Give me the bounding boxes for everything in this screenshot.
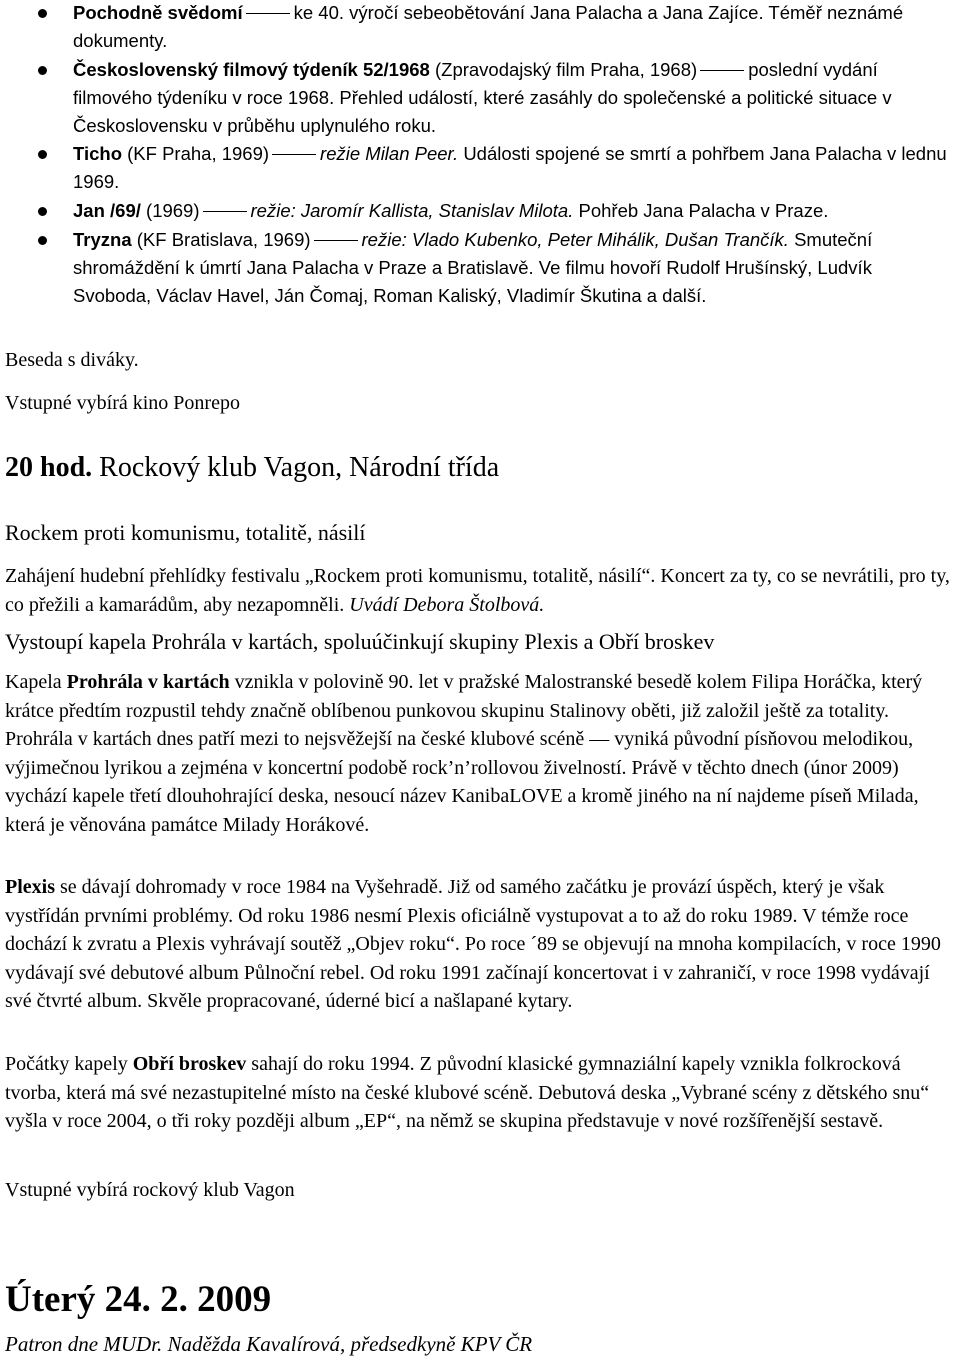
program-item: Československý filmový týdeník 52/1968 (Zpravodajský film Praha, 1968) poslední vydání filmového týdeníku v roce 1968. Přehled událostí, které zasáhly do společenské a politické situace v Československu v průběhu uplynulého roku.: [73, 59, 892, 136]
program-item: Pochodně svědomí ke 40. výročí sebeobětování Jana Palacha a Jana Zajíce. Téměř neznámé dokumenty.: [73, 2, 904, 51]
day-heading: Úterý 24. 2. 2009: [5, 1279, 272, 1320]
event-subtitle: Rockem proti komunismu, totalitě, násilí: [5, 520, 366, 545]
entry-note: Vstupné vybírá kino Ponrepo: [5, 392, 240, 414]
program-item: Jan /69/ (1969) režie: Jaromír Kallista, Stanislav Milota. Pohřeb Jana Palacha v Praze.: [73, 200, 829, 221]
event-intro: Zahájení hudební přehlídky festivalu „Rockem proti komunismu, totalitě, násilí“. Koncert za ty, co se nevrátili, pro ty, co přežili a kamarádům, aby nezapomněli. Uvádí Debora Štolbová.: [5, 565, 950, 616]
bullet-icon: [38, 236, 47, 245]
discussion-note: Beseda s diváky.: [5, 349, 139, 371]
day-patron: Patron dne MUDr. Naděžda Kavalírová, předsedkyně KPV ČR: [5, 1332, 533, 1356]
band-description: Kapela Prohrála v kartách vznikla v polovině 90. let v pražské Malostranské besedě kolem Filipa Horáčka, který krátce předtím rozpustil tehdy značně oblíbenou punkovou skupinu Stalinovy oběti, již založil ještě za totality. Prohrála v kartách dnes patří mezi to nejsvěžejší na české klubové scéně — vyniká původní písňovou melodikou, výjimečnou lyrikou a zejména v koncertní podobě rock’n’rollovou živelností. Právě v těchto dnech (únor 2009) vychází kapele třetí dlouhohrající deska, nesoucí název KanibaLOVE a kromě jiného na ní najdeme píseň Milada, která je věnována památce Milady Horákové.: [5, 671, 923, 836]
program-item: Ticho (KF Praha, 1969) režie Milan Peer. Události spojené se smrtí a pohřbem Jana Palacha v lednu 1969.: [73, 143, 947, 192]
bullet-icon: [38, 150, 47, 159]
bullet-icon: [38, 207, 47, 216]
entry-note: Vstupné vybírá rockový klub Vagon: [5, 1179, 295, 1201]
bullet-icon: [38, 66, 47, 75]
event-heading: 20 hod. Rockový klub Vagon, Národní třída: [5, 452, 500, 483]
event-lineup: Vystoupí kapela Prohrála v kartách, spoluúčinkují skupiny Plexis a Obří broskev: [5, 629, 715, 654]
bullet-icon: [38, 9, 47, 18]
band-description: Počátky kapely Obří broskev sahají do roku 1994. Z původní klasické gymnaziální kapely vznikla folkrocková tvorba, která má své nezastupitelné místo na české klubové scéně. Debutová deska „Vybrané scény z dětského snu“ vyšla v roce 2004, o tři roky později album „EP“, na němž se skupina představuje v nové rozšířenější sestavě.: [5, 1053, 930, 1132]
band-description: Plexis se dávají dohromady v roce 1984 na Vyšehradě. Již od samého začátku je provází úspěch, který je však vystřídán prvními problémy. Od roku 1986 nesmí Plexis oficiálně vystupovat a to až do roku 1989. V témže roce dochází k zvratu a Plexis vyhrávají soutěž „Objev roku“. Po roce ´89 se objevují na mnoha kompilacích, v roce 1990 vydávají své debutové album Půlnoční rebel. Od roku 1991 začínají koncertovat i v zahraničí, v roce 1998 vydávají své čtvrté album. Skvěle propracované, úderné bicí a našlapané kytary.: [5, 876, 941, 1012]
program-item: Tryzna (KF Bratislava, 1969) režie: Vlado Kubenko, Peter Mihálik, Dušan Trančík. Smuteční shromáždění k úmrtí Jana Palacha v Praze a Bratislavě. Ve filmu hovoří Rudolf Hrušínský, Ludvík Svoboda, Václav Havel, Ján Čomaj, Roman Kaliský, Vladimír Škutina a další.: [73, 229, 873, 306]
